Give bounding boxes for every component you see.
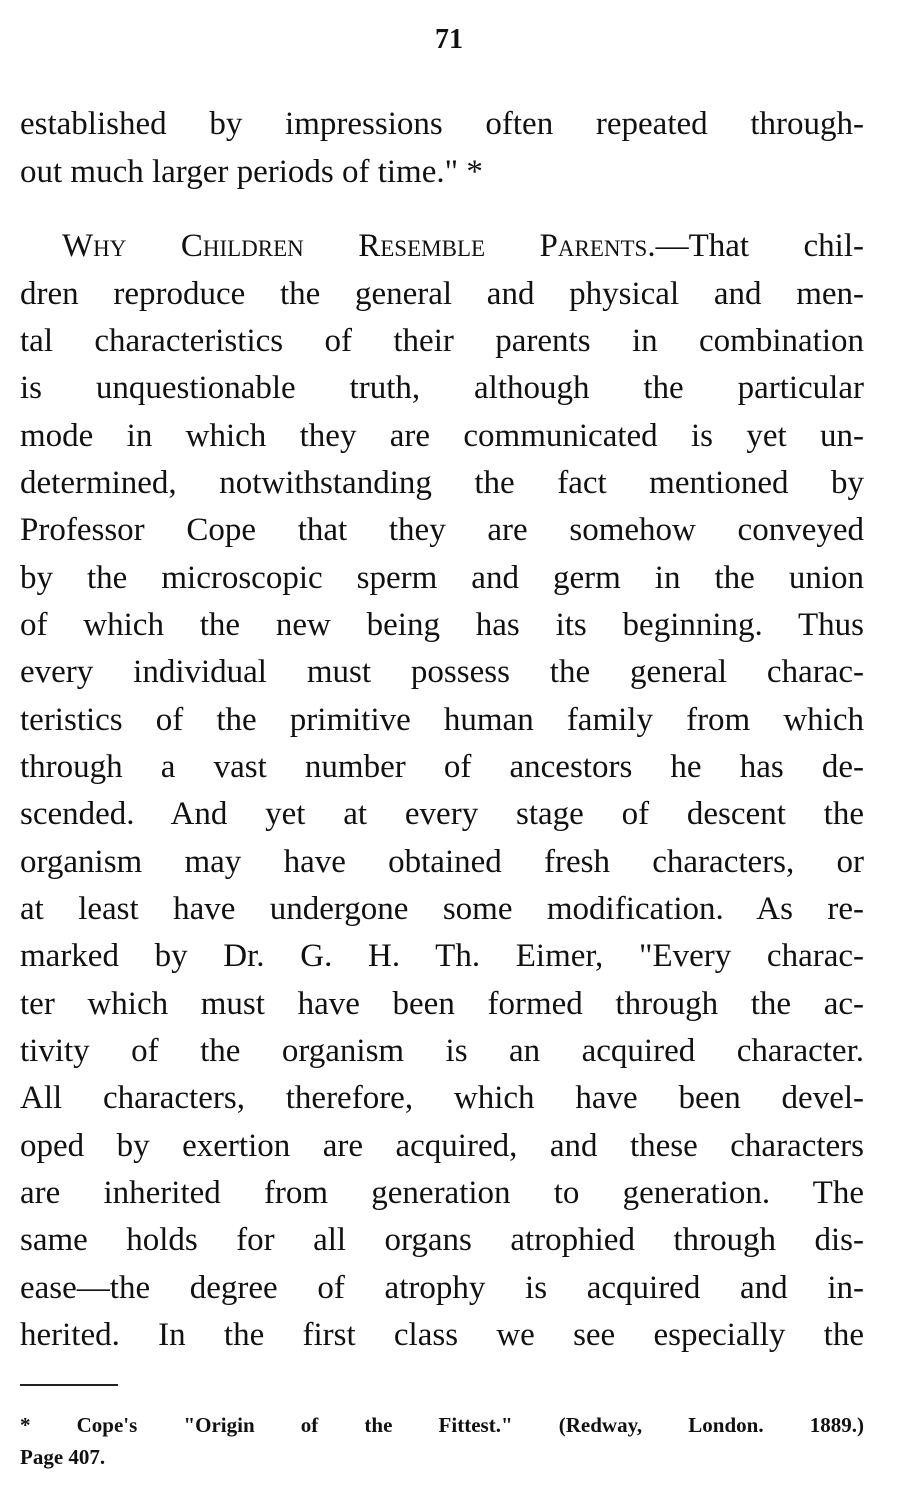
text-line: Professor Cope that they are somehow conveyed xyxy=(20,512,864,548)
text-line: dren reproduce the general and physical and men- xyxy=(20,276,864,312)
text-line: oped by exertion are acquired, and these characters xyxy=(20,1128,864,1164)
text-line: out much larger periods of time." * xyxy=(20,154,483,190)
text-line: is unquestionable truth, although the particular xyxy=(20,370,864,406)
text-fragment: —That chil- xyxy=(655,228,864,264)
page-number: 71 xyxy=(435,24,463,55)
text-line: teristics of the primitive human family from which xyxy=(20,702,864,738)
text-line: every individual must possess the general charac- xyxy=(20,654,864,690)
section-heading: Why Children Resemble Parents. xyxy=(62,228,656,264)
footnote-line: Page 407. xyxy=(20,1445,106,1469)
text-line: marked by Dr. G. H. Th. Eimer, "Every charac- xyxy=(20,938,864,974)
text-line: scended. And yet at every stage of descent the xyxy=(20,796,864,832)
footnote-line: * Cope's "Origin of the Fittest." (Redway, London. 1889.) xyxy=(20,1413,864,1437)
footnote-divider xyxy=(20,1384,118,1386)
text-line: are inherited from generation to generation. The xyxy=(20,1175,864,1211)
text-line: tal characteristics of their parents in combination xyxy=(20,323,864,359)
text-line: same holds for all organs atrophied through dis- xyxy=(20,1222,864,1258)
text-line: established by impressions often repeated through- xyxy=(20,106,864,142)
text-line: of which the new being has its beginning. Thus xyxy=(20,607,864,643)
text-line: organism may have obtained fresh characters, or xyxy=(20,844,864,880)
text-line: ter which must have been formed through the ac- xyxy=(20,986,864,1022)
text-line: herited. In the first class we see especially the xyxy=(20,1317,864,1353)
text-line: at least have undergone some modification. As re- xyxy=(20,891,864,927)
text-line: ease—the degree of atrophy is acquired and in- xyxy=(20,1270,864,1306)
text-line: All characters, therefore, which have been devel- xyxy=(20,1080,864,1116)
text-line: mode in which they are communicated is yet un- xyxy=(20,418,864,454)
text-line: through a vast number of ancestors he has de- xyxy=(20,749,864,785)
text-line: determined, notwithstanding the fact mentioned by xyxy=(20,465,864,501)
paragraph-first-line xyxy=(62,222,864,270)
text-line: by the microscopic sperm and germ in the union xyxy=(20,560,864,596)
text-line: tivity of the organism is an acquired character. xyxy=(20,1033,864,1069)
